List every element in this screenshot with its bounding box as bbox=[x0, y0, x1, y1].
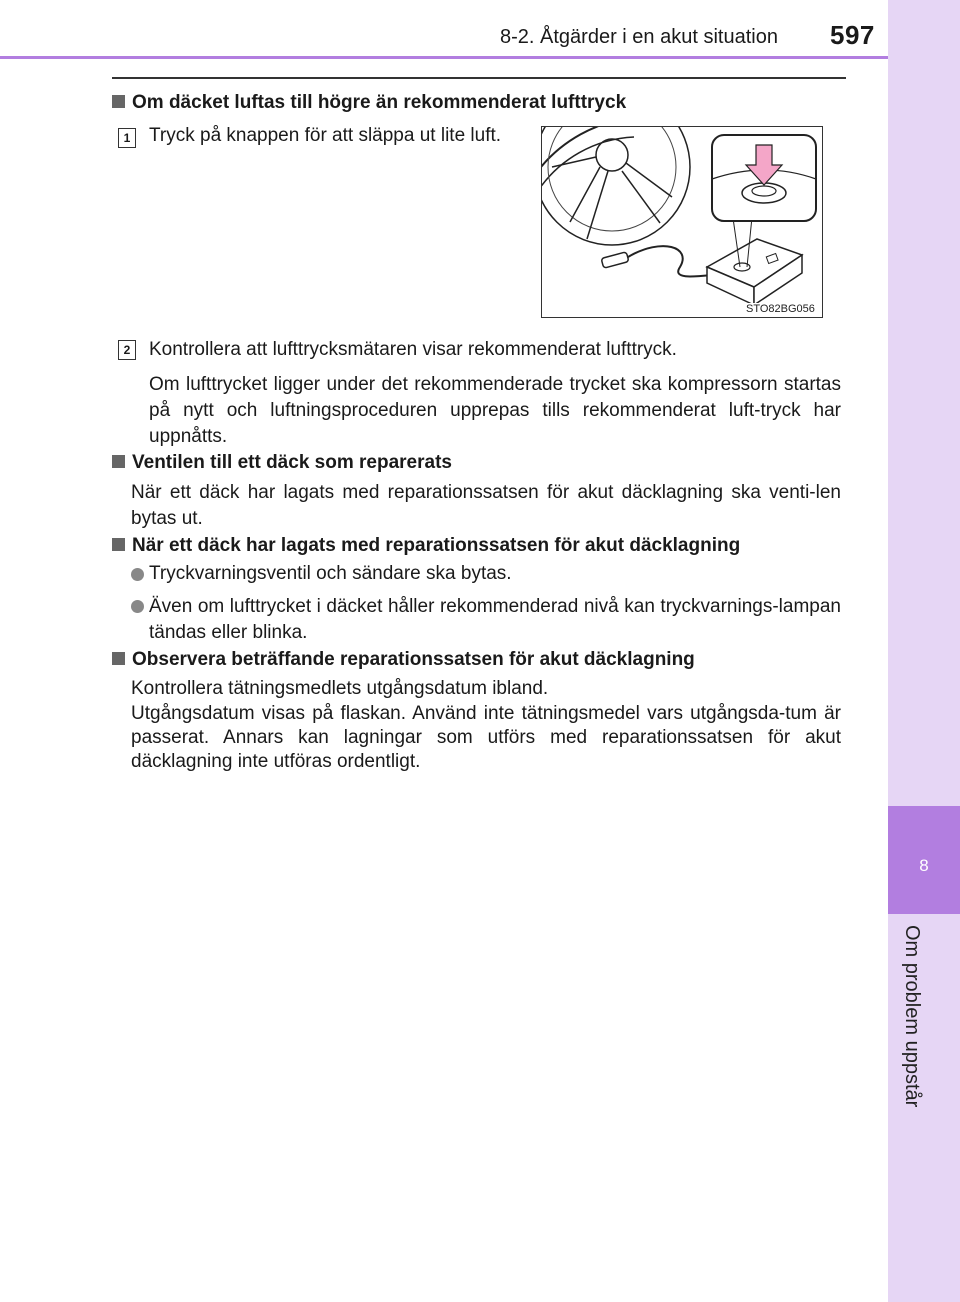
step-1-text: Tryck på knappen för att släppa ut lite luft. bbox=[149, 125, 502, 146]
heading-text: Ventilen till ett däck som reparerats bbox=[132, 452, 452, 473]
section-heading-overinflated bbox=[112, 92, 626, 114]
heading-text: När ett däck har lagats med reparationssatsen för akut däcklagning bbox=[132, 535, 741, 556]
kit-note-line-2: Utgångsdatum visas på flaskan. Använd inte tätningsmedel vars utgångsda-tum är passerat. Annars kan lagningar som utförs med reparationssatsen för akut däcklagning inte utföras ordentligt. bbox=[131, 703, 841, 772]
step-2-note: Om lufttrycket ligger under det rekommenderade trycket ska kompressorn startas på nytt och luftningsproceduren upprepas tills rekommenderat luft-tryck har uppnåtts. bbox=[149, 374, 841, 447]
bullet-item: Även om lufttrycket i däcket håller rekommenderad nivå kan tryckvarnings-lampan tändas eller blinka. bbox=[149, 596, 841, 643]
bullet-dot-icon bbox=[131, 568, 144, 581]
section-heading-after-repair bbox=[112, 535, 740, 557]
page-number: 597 bbox=[830, 20, 875, 50]
square-bullet-icon bbox=[112, 538, 125, 551]
chapter-number: 8 bbox=[919, 856, 929, 875]
section-heading-valve bbox=[112, 452, 452, 474]
chapter-title: Om problem uppstår bbox=[901, 925, 923, 1108]
compressor-illustration bbox=[541, 126, 823, 318]
section-heading-kit-note bbox=[112, 649, 695, 671]
valve-text: När ett däck har lagats med reparationssatsen för akut däcklagning ska venti-len bytas ut. bbox=[131, 482, 841, 529]
bullet-dot-icon bbox=[131, 600, 144, 613]
square-bullet-icon bbox=[112, 652, 125, 665]
bullet-item: Tryckvarningsventil och sändare ska bytas. bbox=[149, 563, 512, 584]
tire-compressor-drawing bbox=[542, 127, 822, 317]
step-number-2: 2 bbox=[118, 340, 136, 360]
step-2-text: Kontrollera att lufttrycksmätaren visar rekommenderat lufttryck. bbox=[149, 339, 677, 360]
heading-text: Observera beträffande reparationssatsen för akut däcklagning bbox=[132, 649, 695, 670]
kit-note-line-1: Kontrollera tätningsmedlets utgångsdatum ibland. bbox=[131, 678, 549, 699]
content-top-rule bbox=[112, 77, 846, 79]
square-bullet-icon bbox=[112, 95, 125, 108]
section-title: 8-2. Åtgärder i en akut situation bbox=[500, 26, 778, 48]
heading-text: Om däcket luftas till högre än rekommenderat lufttryck bbox=[132, 92, 627, 113]
square-bullet-icon bbox=[112, 455, 125, 468]
step-number-1: 1 bbox=[118, 128, 136, 148]
illustration-code: STO82BG056 bbox=[746, 303, 815, 315]
header-divider bbox=[0, 56, 888, 59]
